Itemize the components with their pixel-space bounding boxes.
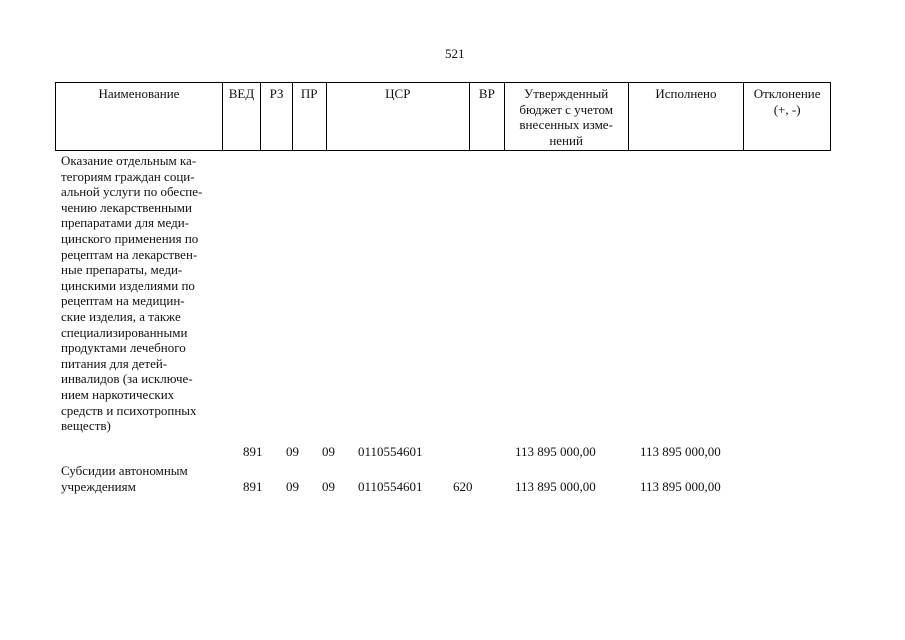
row-2-pr: 09: [322, 479, 335, 494]
row-2-rz: 09: [286, 479, 299, 494]
header-csr: ЦСР: [327, 83, 471, 150]
row-2-executed: 113 895 000,00: [640, 479, 721, 494]
header-deviation: Отклонение (+, -): [753, 86, 821, 117]
row-1-pr: 09: [322, 444, 335, 459]
header-rz: РЗ: [261, 83, 293, 150]
header-vr: ВР: [470, 83, 505, 150]
row-1-approved: 113 895 000,00: [515, 444, 596, 459]
row-2-name: Субсидии автономным учреждениям: [61, 463, 188, 494]
page-number: 521: [445, 46, 465, 61]
row-2-approved: 113 895 000,00: [515, 479, 596, 494]
row-1-ved: 891: [243, 444, 263, 459]
row-1-rz: 09: [286, 444, 299, 459]
header-executed: Исполнено: [629, 83, 745, 150]
row-1-executed: 113 895 000,00: [640, 444, 721, 459]
row-2-ved: 891: [243, 479, 263, 494]
row-2-csr: 0110554601: [358, 479, 423, 494]
row-1-name: Оказание отдельным ка- тегориям граждан соци- альной услуги по обеспе- чению лекарственными препаратами для меди- цинского применения по рецептам на лекарствен- ные препараты, меди- цинскими изделиями по рецептам на медицин- ские изделия, а также специализированными продуктами лечебного питания для детей- инвалидов (за исключе- нием наркотических средств и психотропных веществ): [61, 153, 203, 434]
header-name: Наименование: [56, 83, 223, 150]
header-approved-budget: Утвержденный бюджет с учетом внесенных изме- нений: [505, 83, 629, 150]
header-pr: ПР: [293, 83, 327, 150]
table-header: [55, 82, 831, 151]
header-ved: ВЕД: [223, 83, 261, 150]
row-1-csr: 0110554601: [358, 444, 423, 459]
row-2-vr: 620: [453, 479, 473, 494]
